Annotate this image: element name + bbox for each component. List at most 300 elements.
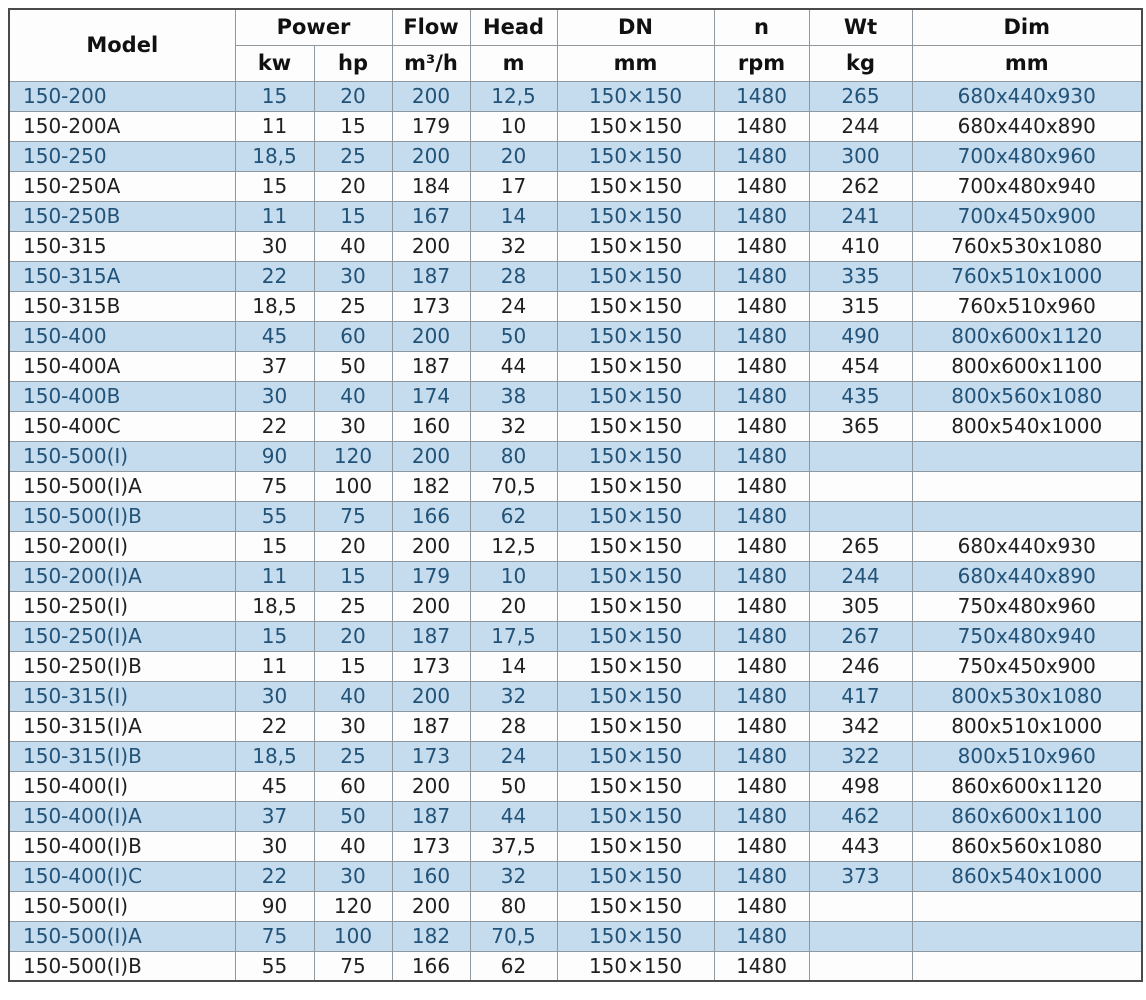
table-row xyxy=(9,771,1142,801)
table-row xyxy=(9,291,1142,321)
table-row xyxy=(9,801,1142,831)
table-cell: 150×150 xyxy=(557,351,714,381)
table-cell: 150×150 xyxy=(557,831,714,861)
model-cell: 150-400A xyxy=(9,351,235,381)
table-cell: 1480 xyxy=(714,291,809,321)
table-cell: 1480 xyxy=(714,861,809,891)
table-cell xyxy=(809,471,912,501)
table-cell xyxy=(912,951,1142,981)
table-cell: 680x440x890 xyxy=(912,111,1142,141)
table-cell: 32 xyxy=(470,411,557,441)
model-cell: 150-500(I) xyxy=(9,891,235,921)
table-cell: 241 xyxy=(809,201,912,231)
table-cell: 160 xyxy=(392,411,470,441)
table-cell: 150×150 xyxy=(557,261,714,291)
table-cell: 37,5 xyxy=(470,831,557,861)
header-dn-unit: mm xyxy=(557,45,714,81)
table-cell: 38 xyxy=(470,381,557,411)
table-cell: 1480 xyxy=(714,201,809,231)
table-cell: 700x450x900 xyxy=(912,201,1142,231)
table-cell: 150×150 xyxy=(557,321,714,351)
table-cell: 860x600x1120 xyxy=(912,771,1142,801)
table-cell: 1480 xyxy=(714,621,809,651)
table-cell: 55 xyxy=(235,951,314,981)
table-row xyxy=(9,951,1142,981)
table-cell: 1480 xyxy=(714,381,809,411)
table-cell: 1480 xyxy=(714,651,809,681)
table-row xyxy=(9,861,1142,891)
table-cell: 32 xyxy=(470,231,557,261)
table-cell: 166 xyxy=(392,501,470,531)
header-wt-unit: kg xyxy=(809,45,912,81)
table-cell: 15 xyxy=(314,651,392,681)
table-cell: 305 xyxy=(809,591,912,621)
table-cell: 173 xyxy=(392,651,470,681)
table-cell: 200 xyxy=(392,531,470,561)
model-cell: 150-315(I) xyxy=(9,681,235,711)
table-cell: 187 xyxy=(392,621,470,651)
table-cell: 150×150 xyxy=(557,111,714,141)
table-cell: 32 xyxy=(470,681,557,711)
pump-spec-table xyxy=(8,8,1143,982)
table-cell: 20 xyxy=(470,141,557,171)
table-row xyxy=(9,351,1142,381)
table-cell: 498 xyxy=(809,771,912,801)
table-cell: 860x540x1000 xyxy=(912,861,1142,891)
table-cell: 150×150 xyxy=(557,201,714,231)
table-cell: 17,5 xyxy=(470,621,557,651)
table-cell: 150×150 xyxy=(557,471,714,501)
table-cell: 14 xyxy=(470,651,557,681)
table-cell: 10 xyxy=(470,111,557,141)
table-row xyxy=(9,891,1142,921)
table-cell: 40 xyxy=(314,681,392,711)
header-power: Power xyxy=(235,9,392,45)
table-row xyxy=(9,531,1142,561)
table-cell: 244 xyxy=(809,111,912,141)
table-cell: 12,5 xyxy=(470,531,557,561)
table-cell: 200 xyxy=(392,441,470,471)
model-cell: 150-500(I)B xyxy=(9,501,235,531)
table-cell: 860x560x1080 xyxy=(912,831,1142,861)
table-cell: 22 xyxy=(235,711,314,741)
table-header xyxy=(9,9,1142,81)
table-cell: 1480 xyxy=(714,81,809,111)
table-cell: 800x510x960 xyxy=(912,741,1142,771)
header-wt: Wt xyxy=(809,9,912,45)
table-cell: 150×150 xyxy=(557,861,714,891)
table-cell: 150×150 xyxy=(557,381,714,411)
table-cell: 200 xyxy=(392,771,470,801)
table-cell: 15 xyxy=(314,561,392,591)
table-cell: 342 xyxy=(809,711,912,741)
table-cell: 75 xyxy=(314,951,392,981)
table-cell: 28 xyxy=(470,261,557,291)
table-cell: 150×150 xyxy=(557,771,714,801)
table-cell: 187 xyxy=(392,711,470,741)
table-cell xyxy=(912,501,1142,531)
model-cell: 150-400C xyxy=(9,411,235,441)
table-cell: 90 xyxy=(235,891,314,921)
table-cell: 435 xyxy=(809,381,912,411)
table-cell: 300 xyxy=(809,141,912,171)
table-cell: 800x600x1100 xyxy=(912,351,1142,381)
model-cell: 150-250 xyxy=(9,141,235,171)
table-cell: 120 xyxy=(314,891,392,921)
table-cell: 1480 xyxy=(714,321,809,351)
table-cell: 120 xyxy=(314,441,392,471)
table-cell: 30 xyxy=(235,831,314,861)
table-cell: 30 xyxy=(314,411,392,441)
table-cell: 50 xyxy=(314,351,392,381)
table-cell: 760x530x1080 xyxy=(912,231,1142,261)
table-row xyxy=(9,441,1142,471)
table-cell: 173 xyxy=(392,741,470,771)
table-body xyxy=(9,81,1142,981)
header-flow-unit: m³/h xyxy=(392,45,470,81)
table-cell xyxy=(912,441,1142,471)
table-row xyxy=(9,501,1142,531)
table-cell: 150×150 xyxy=(557,171,714,201)
table-cell: 60 xyxy=(314,321,392,351)
model-cell: 150-200(I) xyxy=(9,531,235,561)
table-cell: 150×150 xyxy=(557,741,714,771)
header-dn: DN xyxy=(557,9,714,45)
table-cell: 15 xyxy=(235,531,314,561)
table-cell: 150×150 xyxy=(557,441,714,471)
table-cell: 10 xyxy=(470,561,557,591)
table-cell: 200 xyxy=(392,81,470,111)
table-cell: 15 xyxy=(235,81,314,111)
table-cell: 187 xyxy=(392,261,470,291)
table-row xyxy=(9,411,1142,441)
table-cell: 22 xyxy=(235,861,314,891)
table-cell xyxy=(809,501,912,531)
table-cell: 1480 xyxy=(714,921,809,951)
table-cell: 150×150 xyxy=(557,501,714,531)
table-cell: 373 xyxy=(809,861,912,891)
table-cell: 800x600x1120 xyxy=(912,321,1142,351)
table-cell: 20 xyxy=(314,531,392,561)
table-cell: 30 xyxy=(314,711,392,741)
table-cell: 150×150 xyxy=(557,711,714,741)
table-cell: 265 xyxy=(809,81,912,111)
model-cell: 150-315 xyxy=(9,231,235,261)
table-cell: 45 xyxy=(235,771,314,801)
table-cell: 11 xyxy=(235,561,314,591)
table-cell: 50 xyxy=(470,771,557,801)
table-cell: 150×150 xyxy=(557,951,714,981)
table-cell xyxy=(912,921,1142,951)
table-row xyxy=(9,651,1142,681)
table-row xyxy=(9,621,1142,651)
table-cell: 50 xyxy=(314,801,392,831)
model-cell: 150-315(I)B xyxy=(9,741,235,771)
table-row xyxy=(9,561,1142,591)
table-cell xyxy=(912,891,1142,921)
table-row xyxy=(9,681,1142,711)
table-cell: 179 xyxy=(392,111,470,141)
header-head-unit: m xyxy=(470,45,557,81)
table-row xyxy=(9,111,1142,141)
table-cell: 100 xyxy=(314,921,392,951)
table-cell: 40 xyxy=(314,231,392,261)
header-dim: Dim xyxy=(912,9,1142,45)
table-cell: 30 xyxy=(235,681,314,711)
table-cell: 680x440x930 xyxy=(912,81,1142,111)
table-cell: 335 xyxy=(809,261,912,291)
table-cell: 760x510x1000 xyxy=(912,261,1142,291)
table-cell: 750x480x960 xyxy=(912,591,1142,621)
table-cell: 18,5 xyxy=(235,741,314,771)
model-cell: 150-500(I)B xyxy=(9,951,235,981)
table-row xyxy=(9,321,1142,351)
model-cell: 150-400(I)A xyxy=(9,801,235,831)
table-row xyxy=(9,231,1142,261)
table-cell: 1480 xyxy=(714,171,809,201)
table-cell: 100 xyxy=(314,471,392,501)
table-cell: 454 xyxy=(809,351,912,381)
table-cell: 24 xyxy=(470,291,557,321)
table-cell xyxy=(809,951,912,981)
table-cell: 11 xyxy=(235,201,314,231)
table-cell: 15 xyxy=(314,111,392,141)
table-cell: 15 xyxy=(235,171,314,201)
table-cell: 160 xyxy=(392,861,470,891)
table-cell: 262 xyxy=(809,171,912,201)
pump-spec-table-container xyxy=(8,8,1143,982)
table-cell: 70,5 xyxy=(470,471,557,501)
table-cell: 184 xyxy=(392,171,470,201)
table-cell: 45 xyxy=(235,321,314,351)
header-n-unit: rpm xyxy=(714,45,809,81)
table-cell: 11 xyxy=(235,111,314,141)
table-cell: 150×150 xyxy=(557,231,714,261)
table-cell: 173 xyxy=(392,831,470,861)
table-cell: 28 xyxy=(470,711,557,741)
table-cell: 1480 xyxy=(714,441,809,471)
table-cell: 20 xyxy=(314,171,392,201)
model-cell: 150-250(I)B xyxy=(9,651,235,681)
model-cell: 150-400(I) xyxy=(9,771,235,801)
model-cell: 150-200 xyxy=(9,81,235,111)
table-cell: 179 xyxy=(392,561,470,591)
table-cell: 1480 xyxy=(714,771,809,801)
table-cell xyxy=(809,891,912,921)
table-cell: 182 xyxy=(392,471,470,501)
table-cell: 25 xyxy=(314,141,392,171)
table-row xyxy=(9,201,1142,231)
table-cell: 1480 xyxy=(714,741,809,771)
table-cell xyxy=(809,921,912,951)
table-row xyxy=(9,591,1142,621)
table-cell: 200 xyxy=(392,681,470,711)
table-cell: 365 xyxy=(809,411,912,441)
header-row-labels xyxy=(9,9,1142,45)
table-cell: 17 xyxy=(470,171,557,201)
table-cell: 1480 xyxy=(714,831,809,861)
model-cell: 150-200(I)A xyxy=(9,561,235,591)
table-cell: 174 xyxy=(392,381,470,411)
table-cell: 20 xyxy=(470,591,557,621)
table-cell: 1480 xyxy=(714,501,809,531)
table-cell: 150×150 xyxy=(557,591,714,621)
table-cell: 150×150 xyxy=(557,531,714,561)
table-cell: 800x540x1000 xyxy=(912,411,1142,441)
table-cell: 20 xyxy=(314,81,392,111)
table-cell: 62 xyxy=(470,501,557,531)
header-power-kw: kw xyxy=(235,45,314,81)
table-cell: 40 xyxy=(314,381,392,411)
header-n: n xyxy=(714,9,809,45)
table-cell: 680x440x930 xyxy=(912,531,1142,561)
table-cell: 1480 xyxy=(714,711,809,741)
table-cell: 40 xyxy=(314,831,392,861)
table-cell: 80 xyxy=(470,891,557,921)
table-cell: 410 xyxy=(809,231,912,261)
table-cell: 322 xyxy=(809,741,912,771)
model-cell: 150-400B xyxy=(9,381,235,411)
table-cell: 150×150 xyxy=(557,921,714,951)
table-row xyxy=(9,831,1142,861)
table-cell: 200 xyxy=(392,591,470,621)
table-row xyxy=(9,141,1142,171)
table-row xyxy=(9,471,1142,501)
table-cell: 1480 xyxy=(714,801,809,831)
model-cell: 150-400(I)C xyxy=(9,861,235,891)
table-cell: 75 xyxy=(235,921,314,951)
table-cell: 167 xyxy=(392,201,470,231)
table-cell: 173 xyxy=(392,291,470,321)
table-cell: 12,5 xyxy=(470,81,557,111)
table-cell: 1480 xyxy=(714,951,809,981)
model-cell: 150-500(I)A xyxy=(9,921,235,951)
table-cell: 1480 xyxy=(714,111,809,141)
model-cell: 150-315(I)A xyxy=(9,711,235,741)
table-cell: 75 xyxy=(235,471,314,501)
table-cell: 30 xyxy=(235,381,314,411)
header-head: Head xyxy=(470,9,557,45)
table-row xyxy=(9,741,1142,771)
table-cell: 20 xyxy=(314,621,392,651)
table-cell: 150×150 xyxy=(557,81,714,111)
table-cell: 700x480x960 xyxy=(912,141,1142,171)
table-row xyxy=(9,81,1142,111)
table-cell: 55 xyxy=(235,501,314,531)
table-cell: 15 xyxy=(314,201,392,231)
table-cell: 80 xyxy=(470,441,557,471)
table-cell: 60 xyxy=(314,771,392,801)
table-cell: 25 xyxy=(314,291,392,321)
table-cell: 25 xyxy=(314,741,392,771)
table-cell: 32 xyxy=(470,861,557,891)
table-cell: 490 xyxy=(809,321,912,351)
table-cell: 750x450x900 xyxy=(912,651,1142,681)
table-cell: 1480 xyxy=(714,261,809,291)
model-cell: 150-200A xyxy=(9,111,235,141)
table-cell: 182 xyxy=(392,921,470,951)
table-cell: 18,5 xyxy=(235,141,314,171)
table-cell: 800x530x1080 xyxy=(912,681,1142,711)
table-cell: 1480 xyxy=(714,141,809,171)
table-cell: 11 xyxy=(235,651,314,681)
table-cell: 150×150 xyxy=(557,141,714,171)
table-cell: 1480 xyxy=(714,591,809,621)
table-cell: 200 xyxy=(392,231,470,261)
table-cell: 22 xyxy=(235,261,314,291)
table-cell: 1480 xyxy=(714,681,809,711)
table-cell: 200 xyxy=(392,141,470,171)
model-cell: 150-250A xyxy=(9,171,235,201)
table-cell: 150×150 xyxy=(557,891,714,921)
table-cell: 187 xyxy=(392,801,470,831)
table-cell: 750x480x940 xyxy=(912,621,1142,651)
table-cell: 24 xyxy=(470,741,557,771)
model-cell: 150-250B xyxy=(9,201,235,231)
table-cell: 760x510x960 xyxy=(912,291,1142,321)
table-cell: 37 xyxy=(235,801,314,831)
table-cell: 860x600x1100 xyxy=(912,801,1142,831)
table-cell: 44 xyxy=(470,351,557,381)
table-cell: 150×150 xyxy=(557,621,714,651)
header-power-hp: hp xyxy=(314,45,392,81)
table-cell: 18,5 xyxy=(235,291,314,321)
table-cell: 62 xyxy=(470,951,557,981)
table-cell: 246 xyxy=(809,651,912,681)
table-cell: 1480 xyxy=(714,561,809,591)
table-cell: 25 xyxy=(314,591,392,621)
table-cell: 1480 xyxy=(714,411,809,441)
model-cell: 150-250(I)A xyxy=(9,621,235,651)
model-cell: 150-250(I) xyxy=(9,591,235,621)
table-cell: 75 xyxy=(314,501,392,531)
table-cell: 30 xyxy=(314,261,392,291)
table-row xyxy=(9,711,1142,741)
header-model: Model xyxy=(9,9,235,81)
table-cell: 1480 xyxy=(714,471,809,501)
table-cell: 150×150 xyxy=(557,681,714,711)
table-cell: 800x510x1000 xyxy=(912,711,1142,741)
table-cell: 150×150 xyxy=(557,801,714,831)
model-cell: 150-500(I)A xyxy=(9,471,235,501)
header-flow: Flow xyxy=(392,9,470,45)
table-cell: 14 xyxy=(470,201,557,231)
table-cell: 265 xyxy=(809,531,912,561)
table-row xyxy=(9,921,1142,951)
model-cell: 150-315A xyxy=(9,261,235,291)
table-cell: 443 xyxy=(809,831,912,861)
table-cell xyxy=(809,441,912,471)
model-cell: 150-400(I)B xyxy=(9,831,235,861)
table-cell: 462 xyxy=(809,801,912,831)
table-cell: 315 xyxy=(809,291,912,321)
model-cell: 150-500(I) xyxy=(9,441,235,471)
table-cell: 150×150 xyxy=(557,561,714,591)
table-cell: 90 xyxy=(235,441,314,471)
table-cell: 70,5 xyxy=(470,921,557,951)
table-cell: 150×150 xyxy=(557,411,714,441)
table-cell: 15 xyxy=(235,621,314,651)
table-cell: 200 xyxy=(392,891,470,921)
table-cell: 800x560x1080 xyxy=(912,381,1142,411)
table-cell: 1480 xyxy=(714,231,809,261)
model-cell: 150-400 xyxy=(9,321,235,351)
table-cell: 44 xyxy=(470,801,557,831)
table-cell: 30 xyxy=(235,231,314,261)
table-cell: 150×150 xyxy=(557,291,714,321)
header-dim-unit: mm xyxy=(912,45,1142,81)
table-cell: 18,5 xyxy=(235,591,314,621)
